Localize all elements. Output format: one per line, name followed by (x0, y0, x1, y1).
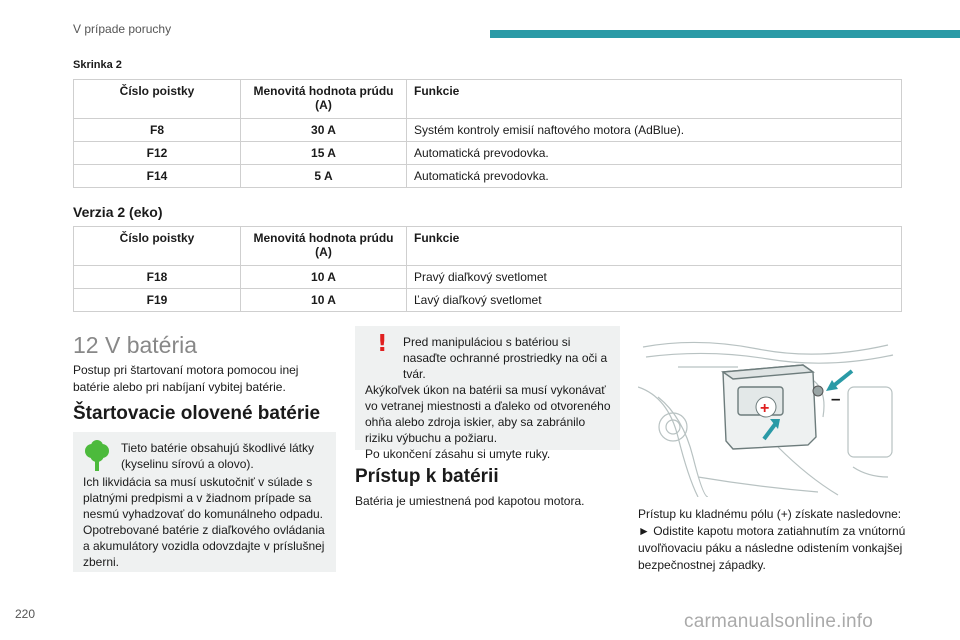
table-row (74, 119, 902, 142)
column-header: Menovitá hodnota prúdu (A) (241, 80, 407, 119)
terminal-access-text: Prístup ku kladnému pólu (+) získate nasledovne: (638, 507, 902, 521)
tree-icon (83, 440, 111, 472)
fuse-function: Automatická prevodovka. (407, 142, 902, 165)
fuse-function: Automatická prevodovka. (407, 165, 902, 188)
fuse-amperage: 15 A (241, 142, 407, 165)
fuse-amperage: 10 A (241, 289, 407, 312)
fuse-function: Pravý diaľkový svetlomet (407, 266, 902, 289)
battery-location-text: Batéria je umiestnená pod kapotou motora. (355, 494, 585, 508)
fuse-number: F8 (74, 119, 241, 142)
fuse-number: F12 (74, 142, 241, 165)
table-row (74, 165, 902, 188)
warning-note-body: Akýkoľvek úkon na batérii sa musí vykonávať vo vetranej miestnosti a ďaleko od otvoreného ohňa alebo zdroja iskier, aby sa zabránilo riziku výbuchu a požiaru. (365, 383, 611, 445)
fuse-number: F19 (74, 289, 241, 312)
table-header-row (74, 80, 902, 119)
fuse-amperage: 10 A (241, 266, 407, 289)
warning-note-first: Pred manipuláciou s batériou si nasaďte ochranné prostriedky na oči a tvár. (403, 335, 608, 381)
table-row (74, 142, 902, 165)
table-header-row (74, 227, 902, 266)
column-header: Menovitá hodnota prúdu (A) (241, 227, 407, 266)
column-header: Číslo poistky (74, 80, 241, 119)
version-2-table (73, 226, 902, 312)
fusebox-2-label: Skrinka 2 (73, 59, 122, 71)
right-column-text (638, 506, 908, 574)
fuse-amperage: 30 A (241, 119, 407, 142)
fuse-number: F14 (74, 165, 241, 188)
version-2-heading: Verzia 2 (eko) (73, 204, 163, 220)
fusebox-2-table (73, 79, 902, 188)
fuse-function: Ľavý diaľkový svetlomet (407, 289, 902, 312)
warning-icon-wrap (365, 331, 403, 368)
column-header: Číslo poistky (74, 227, 241, 266)
environment-icon-wrap (83, 440, 121, 474)
warning-note-last: Po ukončení zásahu si umyte ruky. (365, 447, 551, 461)
battery-access-heading: Prístup k batérii (355, 466, 499, 487)
fuse-number: F18 (74, 266, 241, 289)
lead-battery-heading: Štartovacie olovené batérie (73, 403, 321, 424)
minus-terminal-symbol: – (831, 389, 841, 408)
environment-note-body: Ich likvidácia sa musí uskutočniť v súlade s platnými predpismi a v žiadnom prípade sa nesmú vyhadzovať do komunálneho odpadu. Opotrebované batérie z diaľkového ovládania a akumulátory vozidla odovzdajte v príslušnej zberni. (83, 475, 325, 569)
battery-intro-text: Postup pri štartovaní motora pomocou inej batérie alebo pri nabíjaní vybitej batérie. (73, 363, 299, 394)
exclamation-warning-icon: ! (377, 331, 388, 357)
table-row (74, 266, 902, 289)
running-header: V prípade poruchy (73, 22, 172, 36)
table-row (74, 289, 902, 312)
environment-note (73, 432, 336, 572)
column-header: Funkcie (407, 80, 902, 119)
watermark: carmanualsonline.info (684, 611, 874, 632)
warning-note (355, 326, 620, 461)
page-number: 220 (15, 607, 36, 621)
plus-terminal-symbol: + (760, 400, 770, 417)
battery-section-title: 12 V batéria (73, 332, 198, 358)
fuse-amperage: 5 A (241, 165, 407, 188)
hood-release-step: ► Odistite kapotu motora zatiahnutím za vnútornú uvoľňovaciu páku a následne odistením vonkajšej bezpečnostnej západky. (638, 524, 906, 572)
fuse-function: Systém kontroly emisií naftového motora (AdBlue). (407, 119, 902, 142)
engine-bay-illustration (638, 327, 896, 497)
header-accent-bar (490, 30, 960, 38)
column-header: Funkcie (407, 227, 902, 266)
environment-note-first: Tieto batérie obsahujú škodlivé látky (kyselinu sírovú a olovo). (121, 441, 314, 471)
